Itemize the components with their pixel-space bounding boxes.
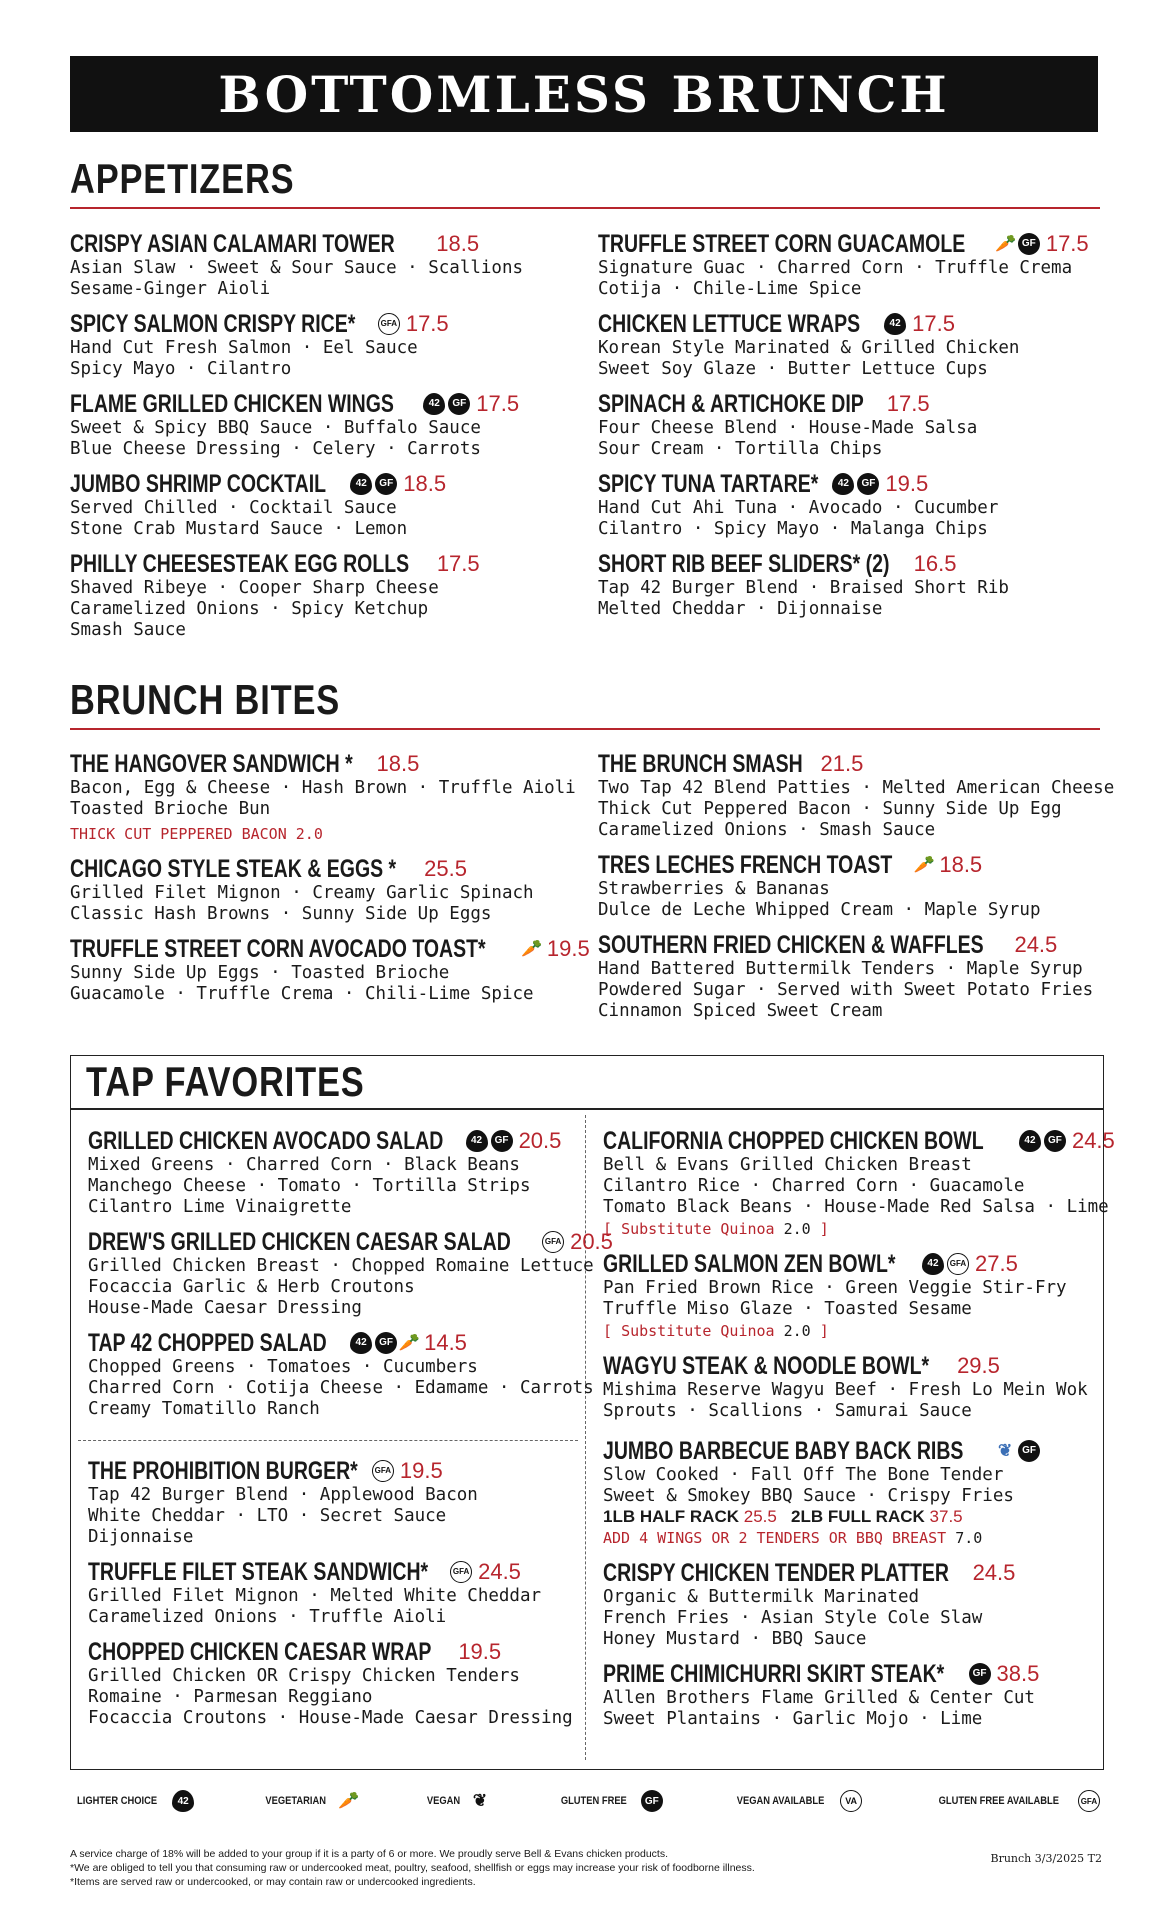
gluten-free-icon: GF: [491, 1130, 513, 1152]
menu-item: [70, 230, 523, 300]
item-desc: Focaccia Croutons · House-Made Caesar Dressing: [88, 1708, 573, 1728]
item-name: JUMBO SHRIMP COCKTAIL: [70, 470, 327, 498]
item-desc: Shaved Ribeye · Cooper Sharp Cheese: [70, 578, 439, 598]
item-name: TRUFFLE FILET STEAK SANDWICH*: [88, 1558, 429, 1586]
item-name: THE PROHIBITION BURGER*: [88, 1457, 358, 1485]
item-name: JUMBO BARBECUE BABY BACK RIBS: [603, 1437, 964, 1465]
item-desc: Dijonnaise: [88, 1527, 194, 1547]
item-desc: Manchego Cheese · Tomato · Tortilla Strips: [88, 1176, 531, 1196]
item-desc: Grilled Chicken Breast · Chopped Romaine Lettuce: [88, 1256, 594, 1276]
item-desc: Four Cheese Blend · House-Made Salsa: [598, 418, 978, 438]
item-desc: Tap 42 Burger Blend · Applewood Bacon: [88, 1485, 478, 1505]
item-desc: Sunny Side Up Eggs · Toasted Brioche: [70, 963, 450, 983]
item-desc: Cotija · Chile-Lime Spice: [598, 279, 862, 299]
item-desc: Tomato Black Beans · House-Made Red Salsa · Lime: [603, 1197, 1109, 1217]
item-price: 17.5: [912, 311, 955, 336]
item-name: TRUFFLE STREET CORN GUACAMOLE: [598, 230, 966, 258]
gluten-free-icon: GF: [448, 393, 470, 415]
vegetarian-icon: 🥕: [338, 1791, 360, 1810]
lighter-choice-icon: 42: [884, 313, 906, 335]
gluten-free-available-icon: GFA: [378, 313, 400, 335]
appetizers-left-column: [70, 230, 523, 651]
item-name: FLAME GRILLED CHICKEN WINGS: [70, 390, 394, 418]
lighter-choice-icon: 42: [172, 1790, 194, 1812]
footer-line: *Items are served raw or undercooked, or may contain raw or undercooked ingredients.: [70, 1876, 476, 1888]
gluten-free-icon: GF: [375, 1332, 397, 1354]
item-price: 17.5: [405, 311, 449, 336]
menu-item: [70, 390, 523, 460]
menu-item: [603, 1559, 1040, 1650]
lighter-choice-icon: 42: [832, 473, 854, 495]
gluten-free-available-icon: GFA: [542, 1231, 564, 1253]
item-price: 20.5: [570, 1229, 613, 1254]
menu-item: [598, 470, 1089, 540]
item-name: PRIME CHIMICHURRI SKIRT STEAK*: [603, 1660, 945, 1688]
item-desc: Organic & Buttermilk Marinated: [603, 1587, 920, 1607]
item-price: 24.5: [972, 1560, 1016, 1585]
item-desc: Honey Mustard · BBQ Sauce: [603, 1629, 867, 1649]
lighter-choice-icon: 42: [922, 1253, 944, 1275]
item-name: THE BRUNCH SMASH: [598, 750, 803, 778]
item-desc: Romaine · Parmesan Reggiano: [88, 1687, 373, 1707]
lighter-choice-icon: 42: [466, 1130, 488, 1152]
item-price: 20.5: [518, 1128, 562, 1153]
appetizers-rule: [70, 207, 1100, 209]
brunch-bites-rule: [70, 728, 1100, 730]
item-price: 17.5: [476, 391, 520, 416]
gluten-free-available-icon: GFA: [450, 1561, 472, 1583]
footer-line: A service charge of 18% will be added to your group if it is a party of 6 or more. We proudly serve Bell & Evans chicken products.: [70, 1848, 669, 1860]
item-price: 24.5: [478, 1559, 521, 1584]
menu-title: BOTTOMLESS BRUNCH: [218, 64, 950, 124]
menu-item: [70, 310, 523, 380]
item-desc: Guacamole · Truffle Crema · Chili-Lime Spice: [70, 984, 534, 1004]
vegetarian-icon: 🥕: [521, 939, 543, 958]
item-addon: THICK CUT PEPPERED BACON 2.0: [70, 825, 323, 843]
menu-item: [598, 390, 1089, 460]
gluten-free-icon: GF: [1044, 1130, 1066, 1152]
item-price: 19.5: [399, 1458, 443, 1483]
menu-item: [88, 1127, 613, 1218]
item-name: WAGYU STEAK & NOODLE BOWL*: [603, 1352, 930, 1380]
item-price: 38.5: [996, 1661, 1040, 1686]
item-desc: Strawberries & Bananas: [598, 879, 830, 899]
lighter-choice-icon: 42: [423, 393, 445, 415]
appetizers-right-column: [598, 230, 1089, 630]
menu-item: [598, 931, 1114, 1022]
menu-item: [598, 230, 1089, 300]
gluten-free-icon: GF: [969, 1663, 991, 1685]
item-desc: Cilantro Lime Vinaigrette: [88, 1197, 352, 1217]
tap-left-top-column: [88, 1127, 613, 1430]
item-price: 25.5: [424, 856, 467, 881]
item-desc: Sweet Plantains · Garlic Mojo · Lime: [603, 1709, 983, 1729]
menu-item: [603, 1127, 1115, 1240]
item-desc: Grilled Filet Mignon · Creamy Garlic Spinach: [70, 883, 534, 903]
item-desc: Sprouts · Scallions · Samurai Sauce: [603, 1401, 972, 1421]
item-desc: Tap 42 Burger Blend · Braised Short Rib: [598, 578, 1009, 598]
item-name: CRISPY CHICKEN TENDER PLATTER: [603, 1559, 949, 1587]
item-name: SPICY SALMON CRISPY RICE*: [70, 310, 356, 338]
legend-gluten-free: GLUTEN FREE GF: [555, 1790, 663, 1812]
lighter-choice-icon: 42: [350, 1332, 372, 1354]
item-name: CALIFORNIA CHOPPED CHICKEN BOWL: [603, 1127, 984, 1155]
vegetarian-icon: 🥕: [398, 1333, 420, 1352]
vegan-icon: ❦: [472, 1791, 488, 1810]
item-price: 16.5: [913, 551, 957, 576]
item-desc: Sweet & Smokey BBQ Sauce · Crispy Fries: [603, 1486, 1014, 1506]
item-name: CHICAGO STYLE STEAK & EGGS *: [70, 855, 397, 883]
item-desc: Grilled Chicken OR Crispy Chicken Tenders: [88, 1666, 520, 1686]
lighter-choice-icon: 42: [350, 473, 372, 495]
bites-right-column: [598, 750, 1114, 1032]
brunch-bites-heading: BRUNCH BITES: [70, 676, 341, 723]
item-desc: White Cheddar · LTO · Secret Sauce: [88, 1506, 447, 1526]
menu-item: [598, 750, 1114, 841]
item-desc: Slow Cooked · Fall Off The Bone Tender: [603, 1465, 1004, 1485]
item-desc: Powdered Sugar · Served with Sweet Potato Fries: [598, 980, 1094, 1000]
vegetarian-icon: 🥕: [995, 234, 1017, 253]
menu-item: [70, 470, 523, 540]
item-desc: Caramelized Onions · Spicy Ketchup: [70, 599, 429, 619]
dietary-legend: [70, 1790, 1100, 1812]
item-name: SOUTHERN FRIED CHICKEN & WAFFLES: [598, 931, 984, 959]
item-desc: Hand Battered Buttermilk Tenders · Maple Syrup: [598, 959, 1083, 979]
menu-item: [88, 1638, 573, 1729]
legend-lighter-choice: LIGHTER CHOICE 42: [70, 1790, 194, 1812]
item-desc: Blue Cheese Dressing · Celery · Carrots: [70, 439, 481, 459]
footer-line: *We are obliged to tell you that consuming raw or undercooked meat, poultry, seafood, shellfish or eggs may increase your risk of foodborne illness.: [70, 1862, 755, 1874]
item-name: CRISPY ASIAN CALAMARI TOWER: [70, 230, 395, 258]
item-desc: Sesame-Ginger Aioli: [70, 279, 271, 299]
legend-gluten-free-available: GLUTEN FREE AVAILABLE GFA: [928, 1790, 1100, 1812]
item-name: THE HANGOVER SANDWICH *: [70, 750, 353, 778]
item-name: CHOPPED CHICKEN CAESAR WRAP: [88, 1638, 432, 1666]
left-row-divider: [78, 1440, 578, 1441]
item-desc: Charred Corn · Cotija Cheese · Edamame · Carrots: [88, 1378, 594, 1398]
appetizers-heading: APPETIZERS: [70, 155, 295, 202]
bites-left-column: [70, 750, 590, 1015]
item-name: SPINACH & ARTICHOKE DIP: [598, 390, 864, 418]
item-addon: ADD 4 WINGS OR 2 TENDERS OR BBQ BREAST 7.0: [603, 1529, 983, 1547]
tap-left-bottom-column: [88, 1457, 573, 1739]
item-desc: Sweet Soy Glaze · Butter Lettuce Cups: [598, 359, 988, 379]
item-desc: Dulce de Leche Whipped Cream · Maple Syrup: [598, 900, 1041, 920]
menu-item: [70, 750, 590, 845]
item-desc: Toasted Brioche Bun: [70, 799, 271, 819]
item-price: 18.5: [403, 471, 447, 496]
item-desc: Smash Sauce: [70, 620, 186, 640]
menu-item: [598, 550, 1089, 620]
item-name: SHORT RIB BEEF SLIDERS* (2): [598, 550, 890, 578]
item-desc: Creamy Tomatillo Ranch: [88, 1399, 320, 1419]
legend-vegan-available: VEGAN AVAILABLE VA: [729, 1790, 862, 1812]
item-desc: Sweet & Spicy BBQ Sauce · Buffalo Sauce: [70, 418, 481, 438]
item-desc: Sour Cream · Tortilla Chips: [598, 439, 883, 459]
menu-item: [603, 1437, 1040, 1549]
title-banner: [70, 56, 1098, 132]
item-desc: Grilled Filet Mignon · Melted White Cheddar: [88, 1586, 542, 1606]
footer-notes: [70, 1847, 755, 1889]
item-addon: [ Substitute Quinoa 2.0 ]: [603, 1220, 829, 1238]
vegan-icon: ❦: [997, 1441, 1013, 1460]
menu-item: [603, 1250, 1115, 1342]
item-desc: Signature Guac · Charred Corn · Truffle Crema: [598, 258, 1073, 278]
item-name: TAP 42 CHOPPED SALAD: [88, 1329, 327, 1357]
legend-vegan: VEGAN ❦: [426, 1791, 488, 1810]
item-price: 19.5: [885, 471, 929, 496]
item-desc: Truffle Miso Glaze · Toasted Sesame: [603, 1299, 972, 1319]
vegan-available-icon: VA: [840, 1790, 862, 1812]
menu-item: [88, 1329, 613, 1420]
item-price: 27.5: [974, 1251, 1018, 1276]
item-desc: Allen Brothers Flame Grilled & Center Cut: [603, 1688, 1035, 1708]
item-desc: Classic Hash Browns · Sunny Side Up Eggs: [70, 904, 492, 924]
item-desc: Mixed Greens · Charred Corn · Black Beans: [88, 1155, 520, 1175]
gluten-free-available-icon: GFA: [372, 1460, 394, 1482]
item-price: 18.5: [939, 852, 983, 877]
menu-item: [70, 550, 523, 641]
item-name: DREW'S GRILLED CHICKEN CAESAR SALAD: [88, 1228, 511, 1256]
menu-item: [88, 1457, 573, 1548]
gluten-free-available-icon: GFA: [947, 1253, 969, 1275]
item-desc: Caramelized Onions · Truffle Aioli: [88, 1607, 447, 1627]
menu-item: [70, 935, 590, 1005]
vegetarian-icon: 🥕: [913, 855, 935, 874]
item-desc: House-Made Caesar Dressing: [88, 1298, 362, 1318]
item-price: 14.5: [424, 1330, 467, 1355]
gluten-free-icon: GF: [1018, 233, 1040, 255]
item-desc: Hand Cut Fresh Salmon · Eel Sauce: [70, 338, 418, 358]
item-desc: Focaccia Garlic & Herb Croutons: [88, 1277, 415, 1297]
item-desc: Melted Cheddar · Dijonnaise: [598, 599, 883, 619]
menu-item: [598, 851, 1114, 921]
item-name: TRES LECHES FRENCH TOAST: [598, 851, 893, 879]
gluten-free-icon: GF: [857, 473, 879, 495]
item-desc: Spicy Mayo · Cilantro: [70, 359, 292, 379]
gluten-free-icon: GF: [1018, 1440, 1040, 1462]
item-desc: Korean Style Marinated & Grilled Chicken: [598, 338, 1020, 358]
item-desc: Bacon, Egg & Cheese · Hash Brown · Truffle Aioli: [70, 778, 576, 798]
item-price: 24.5: [1071, 1128, 1115, 1153]
item-price: 24.5: [1014, 932, 1058, 957]
menu-item: [603, 1352, 1115, 1422]
item-desc: Stone Crab Mustard Sauce · Lemon: [70, 519, 408, 539]
item-desc: Mishima Reserve Wagyu Beef · Fresh Lo Mein Wok: [603, 1380, 1088, 1400]
menu-item: [598, 310, 1089, 380]
item-price: 29.5: [957, 1353, 1000, 1378]
gluten-free-icon: GF: [375, 473, 397, 495]
item-name: SPICY TUNA TARTARE*: [598, 470, 819, 498]
item-desc: Thick Cut Peppered Bacon · Sunny Side Up Egg: [598, 799, 1062, 819]
item-desc: Chopped Greens · Tomatoes · Cucumbers: [88, 1357, 478, 1377]
item-desc: Caramelized Onions · Smash Sauce: [598, 820, 936, 840]
item-addon: [ Substitute Quinoa 2.0 ]: [603, 1322, 829, 1340]
item-desc: Asian Slaw · Sweet & Sour Sauce · Scallions: [70, 258, 524, 278]
tap-favorites-rule: [70, 1108, 1104, 1110]
item-desc: French Fries · Asian Style Cole Slaw: [603, 1608, 983, 1628]
item-desc: Cilantro Rice · Charred Corn · Guacamole: [603, 1176, 1025, 1196]
item-name: CHICKEN LETTUCE WRAPS: [598, 310, 861, 338]
item-desc: Cinnamon Spiced Sweet Cream: [598, 1001, 883, 1021]
menu-version: Brunch 3/3/2025 T2: [990, 1852, 1102, 1865]
item-desc: Two Tap 42 Blend Patties · Melted American Cheese: [598, 778, 1115, 798]
item-price: 17.5: [886, 391, 930, 416]
item-price: 17.5: [436, 551, 480, 576]
tap-right-bottom-column: [603, 1437, 1040, 1740]
item-desc: Pan Fried Brown Rice · Green Veggie Stir-Fry: [603, 1278, 1067, 1298]
item-price: 21.5: [820, 751, 864, 776]
item-desc: Bell & Evans Grilled Chicken Breast: [603, 1155, 972, 1175]
legend-vegetarian: VEGETARIAN 🥕: [265, 1791, 360, 1810]
tap-right-top-column: [603, 1127, 1115, 1432]
menu-item: [70, 855, 590, 925]
item-price: 19.5: [458, 1639, 502, 1664]
menu-item: [603, 1660, 1040, 1730]
item-desc: Served Chilled · Cocktail Sauce: [70, 498, 397, 518]
rib-options: 1LB HALF RACK 25.5 2LB FULL RACK 37.5: [603, 1507, 963, 1526]
tap-favorites-heading: TAP FAVORITES: [86, 1058, 365, 1105]
item-name: PHILLY CHEESESTEAK EGG ROLLS: [70, 550, 410, 578]
lighter-choice-icon: 42: [1019, 1130, 1041, 1152]
item-desc: Hand Cut Ahi Tuna · Avocado · Cucumber: [598, 498, 999, 518]
item-price: 17.5: [1045, 231, 1089, 256]
menu-item: [88, 1558, 573, 1628]
item-name: GRILLED SALMON ZEN BOWL*: [603, 1250, 896, 1278]
menu-item: [88, 1228, 613, 1319]
item-name: TRUFFLE STREET CORN AVOCADO TOAST*: [70, 935, 486, 963]
item-price: 18.5: [436, 231, 480, 256]
gluten-free-icon: GF: [641, 1790, 663, 1812]
item-name: GRILLED CHICKEN AVOCADO SALAD: [88, 1127, 444, 1155]
item-price: 18.5: [376, 751, 420, 776]
item-desc: Cilantro · Spicy Mayo · Malanga Chips: [598, 519, 988, 539]
item-price: 19.5: [546, 936, 590, 961]
gluten-free-available-icon: GFA: [1078, 1790, 1100, 1812]
